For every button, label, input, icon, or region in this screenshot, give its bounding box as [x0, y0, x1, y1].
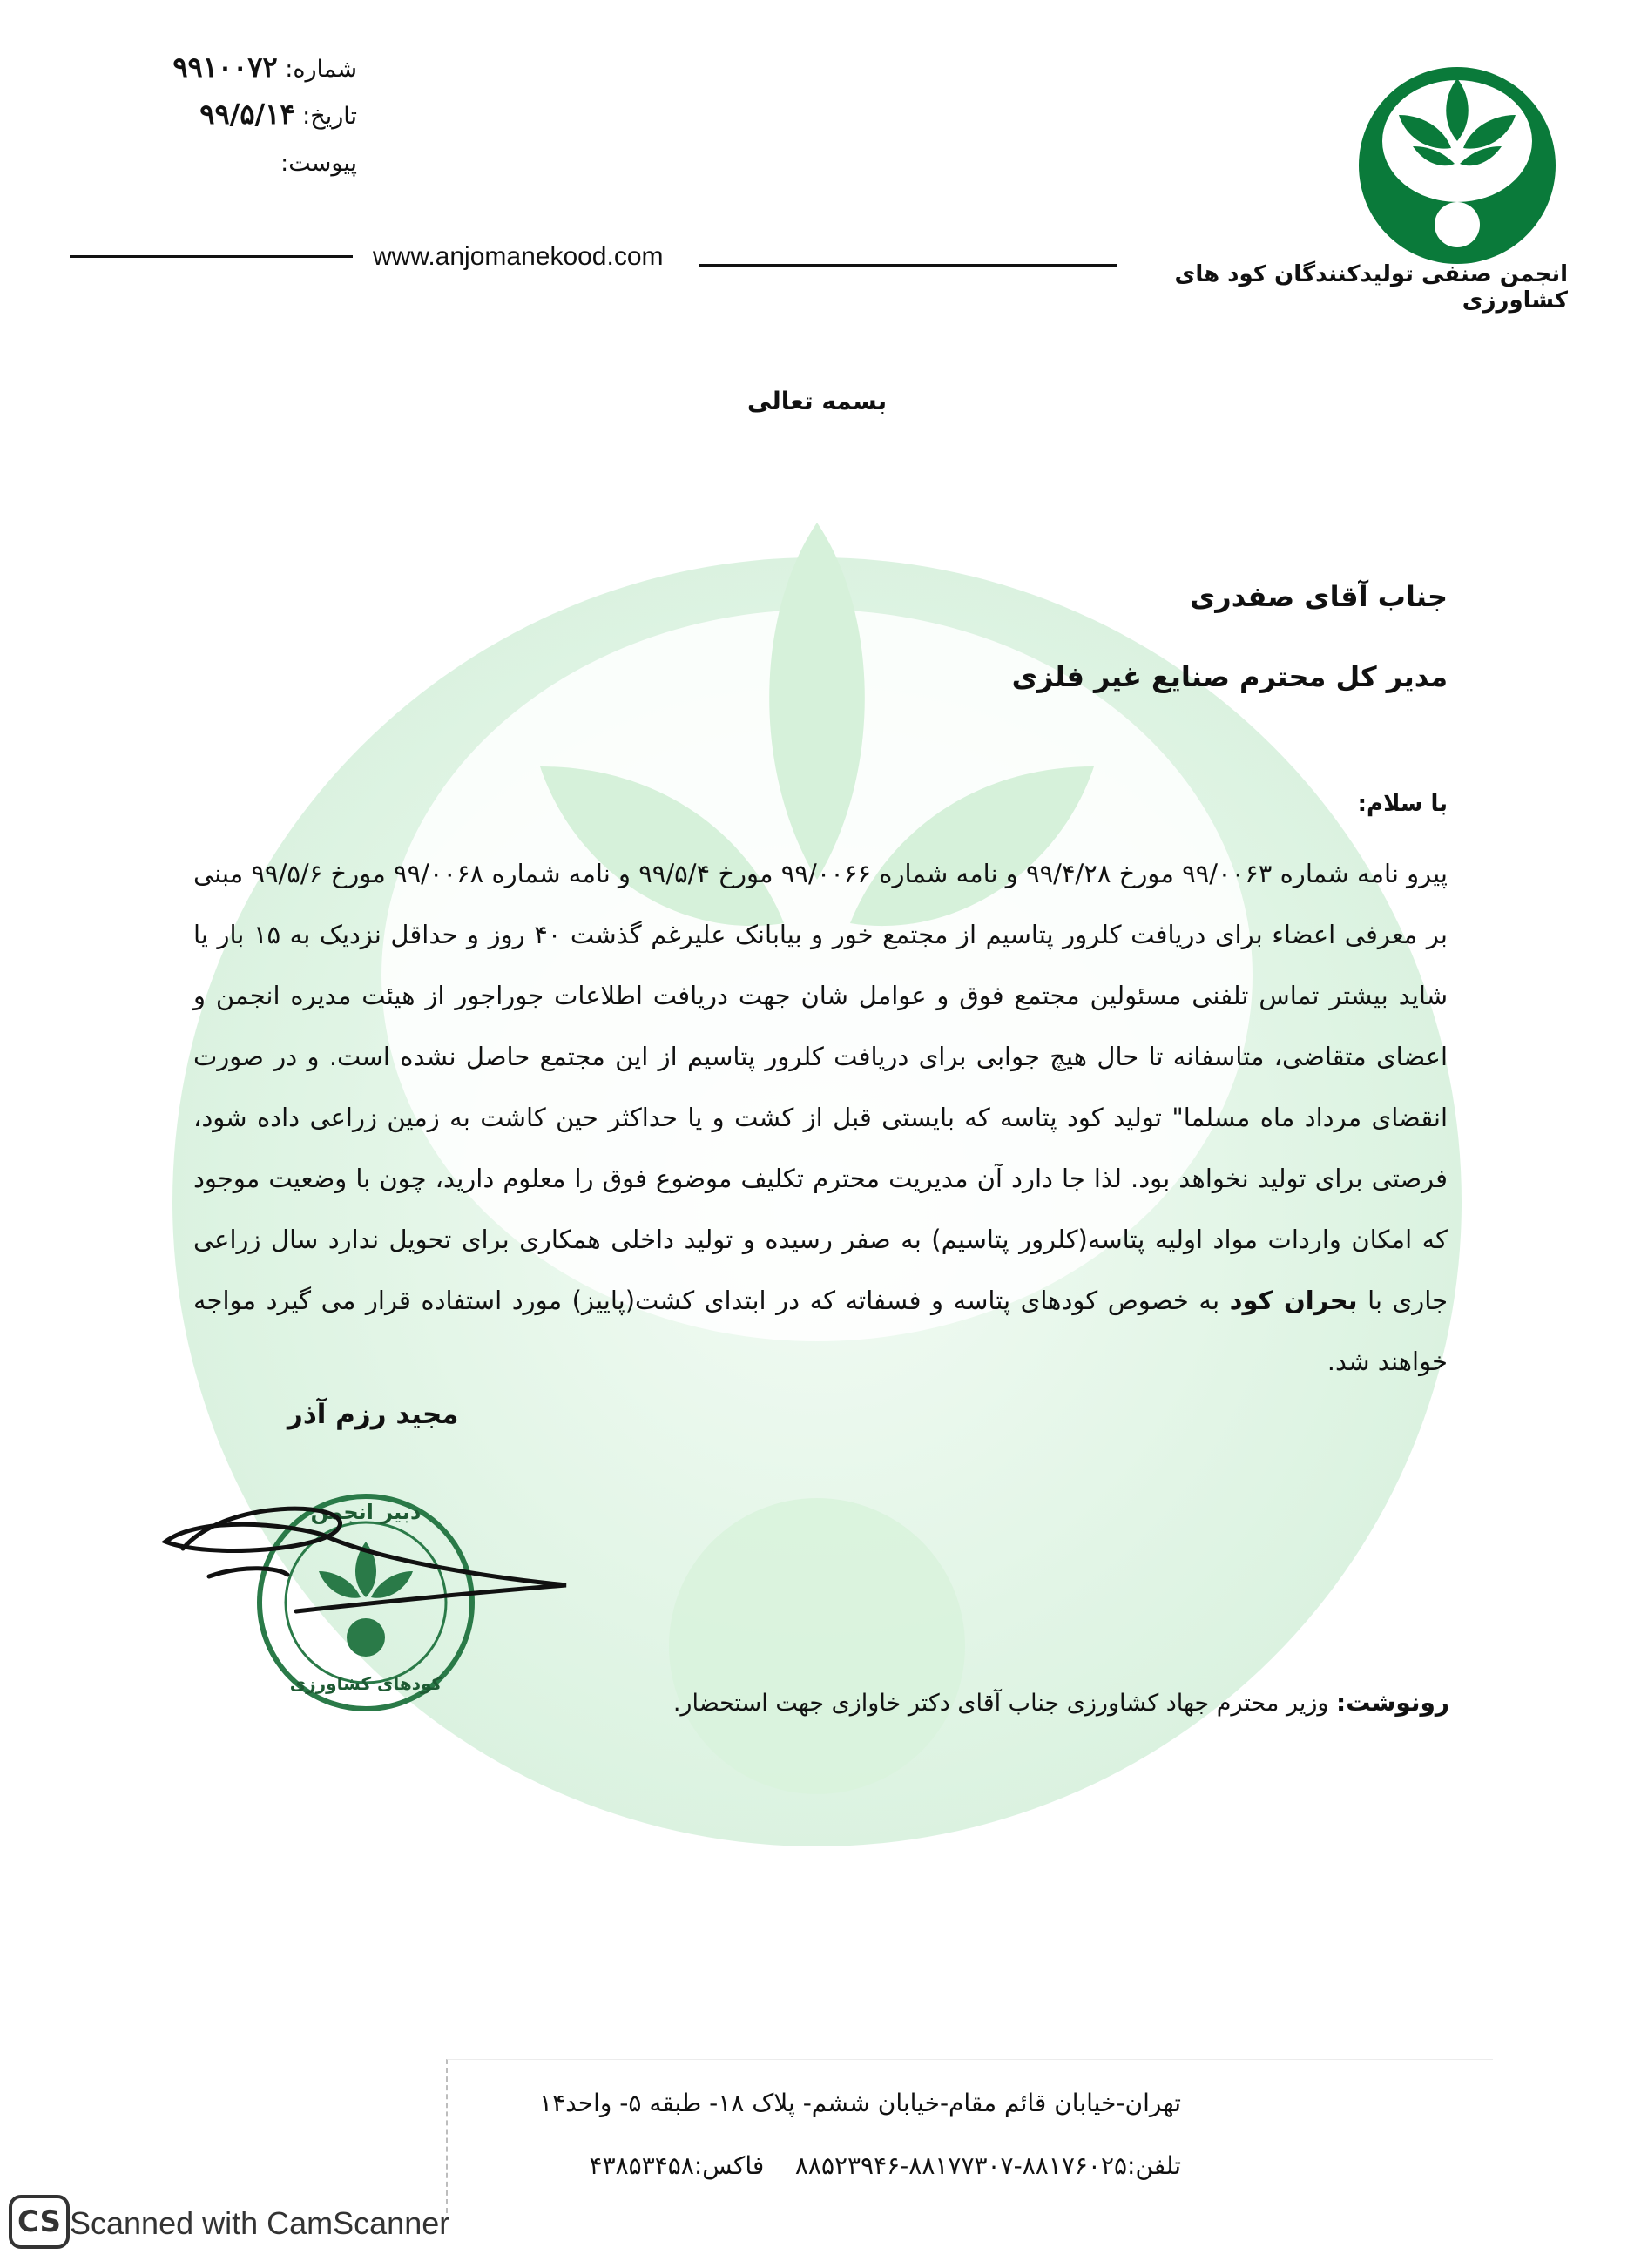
phone-numbers: ۸۸۱۷۶۰۲۵-۸۸۱۷۷۳۰۷-۸۸۵۲۳۹۴۶ [794, 2151, 1128, 2180]
camscanner-logo: CS [9, 2195, 70, 2249]
camscanner-text: Scanned with CamScanner [70, 2205, 450, 2241]
carbon-copy [673, 1688, 1449, 1717]
signatory-name: مجید رزم آذر [287, 1399, 459, 1430]
organization-logo [1348, 61, 1566, 270]
footer-contacts [590, 2151, 1181, 2180]
recipient-name: جناب آقای صفدری [1189, 580, 1448, 613]
stamp-title: دبیر انجمن [310, 1500, 422, 1524]
footer-box [446, 2059, 1493, 2213]
date-label: تاریخ: [302, 103, 357, 130]
header-rule-left [70, 255, 353, 258]
footer-address: تهران-خیابان قائم مقام-خیابان ششم- پلاک ۱۸- طبقه ۵- واحد۱۴ [538, 2089, 1181, 2117]
recipient-title: مدیر کل محترم صنایع غیر فلزی [1011, 660, 1448, 693]
organization-name: انجمن صنفی تولیدکنندگان کود های کشاورزی [1174, 261, 1568, 314]
letter-number [131, 51, 357, 84]
cc-text: وزیر محترم جهاد کشاورزی جناب آقای دکتر خاوازی جهت استحضار. [672, 1690, 1337, 1717]
website-link[interactable]: www.anjomanekood.com [373, 242, 664, 271]
letter-body [193, 843, 1448, 1392]
fax-number: ۴۳۸۵۳۴۵۸ [589, 2151, 694, 2180]
body-text-bold: بحران کود [1229, 1286, 1358, 1315]
invocation: بسمه تعالی [746, 387, 888, 415]
header-rule-right [699, 264, 1117, 267]
cc-label: رونوشت: [1336, 1688, 1449, 1717]
stamp-seal [148, 1481, 618, 1725]
number-label: شماره: [285, 56, 357, 83]
attachment-label: پیوست: [280, 150, 357, 177]
fax-label: فاکس: [693, 2151, 765, 2180]
body-text-part1: پیرو نامه شماره ۹۹/۰۰۶۳ مورخ ۹۹/۴/۲۸ و نامه شماره ۹۹/۰۰۶۶ مورخ ۹۹/۵/۴ و نامه شماره ۹۹/۰۰۶۸ مورخ ۹۹/۵/۶ مبنی بر معرفی اعضاء برای دریافت کلرور پتاسیم از مجتمع خور و بیابانک علیرغم گذشت ۴۰ روز و حداقل نزدیک به ۱۵ بار یا شاید بیشتر تماس تلفنی مسئولین مجتمع فوق و عوامل شان جهت دریافت اطلاعات جوراجور از هیئت مدیره انجمن و اعضای متقاضی، متاسفانه تا حال هیچ جوابی برای دریافت کلرور پتاسیم از این مجتمع حاصل نشده است. و در صورت انقضای مرداد ماه مسلما" تولید کود پتاسه که بایستی قبل از کشت و یا حداکثر حین کاشت به زمین زراعی داده شود، فرصتی برای تولید نخواهد بود. لذا جا دارد آن مدیریت محترم تکلیف موضوع فوق را معلوم دارید، چون با وضعیت موجود که امکان واردات مواد اولیه پتاسه(کلرور پتاسیم) به صفر رسیده و تولید داخلی همکاری برای تحویل ندارد سال زراعی جاری با [193, 859, 1448, 1315]
stamp-bottom-text: کودهای کشاورزی [289, 1673, 442, 1694]
phone-label: تلفن: [1127, 2151, 1181, 2180]
number-value: ۹۹۱۰۰۷۲ [172, 51, 278, 84]
body-text-part2: به خصوص کودهای پتاسه و فسفاته که در ابتدای کشت(پاییز) مورد استفاده قرار می گیرد مواجه خواهند شد. [193, 1286, 1448, 1376]
letter-attachment [131, 150, 357, 177]
date-value: ۹۹/۵/۱۴ [199, 98, 295, 131]
greeting: با سلام: [1357, 791, 1448, 817]
letter-date [131, 98, 357, 131]
